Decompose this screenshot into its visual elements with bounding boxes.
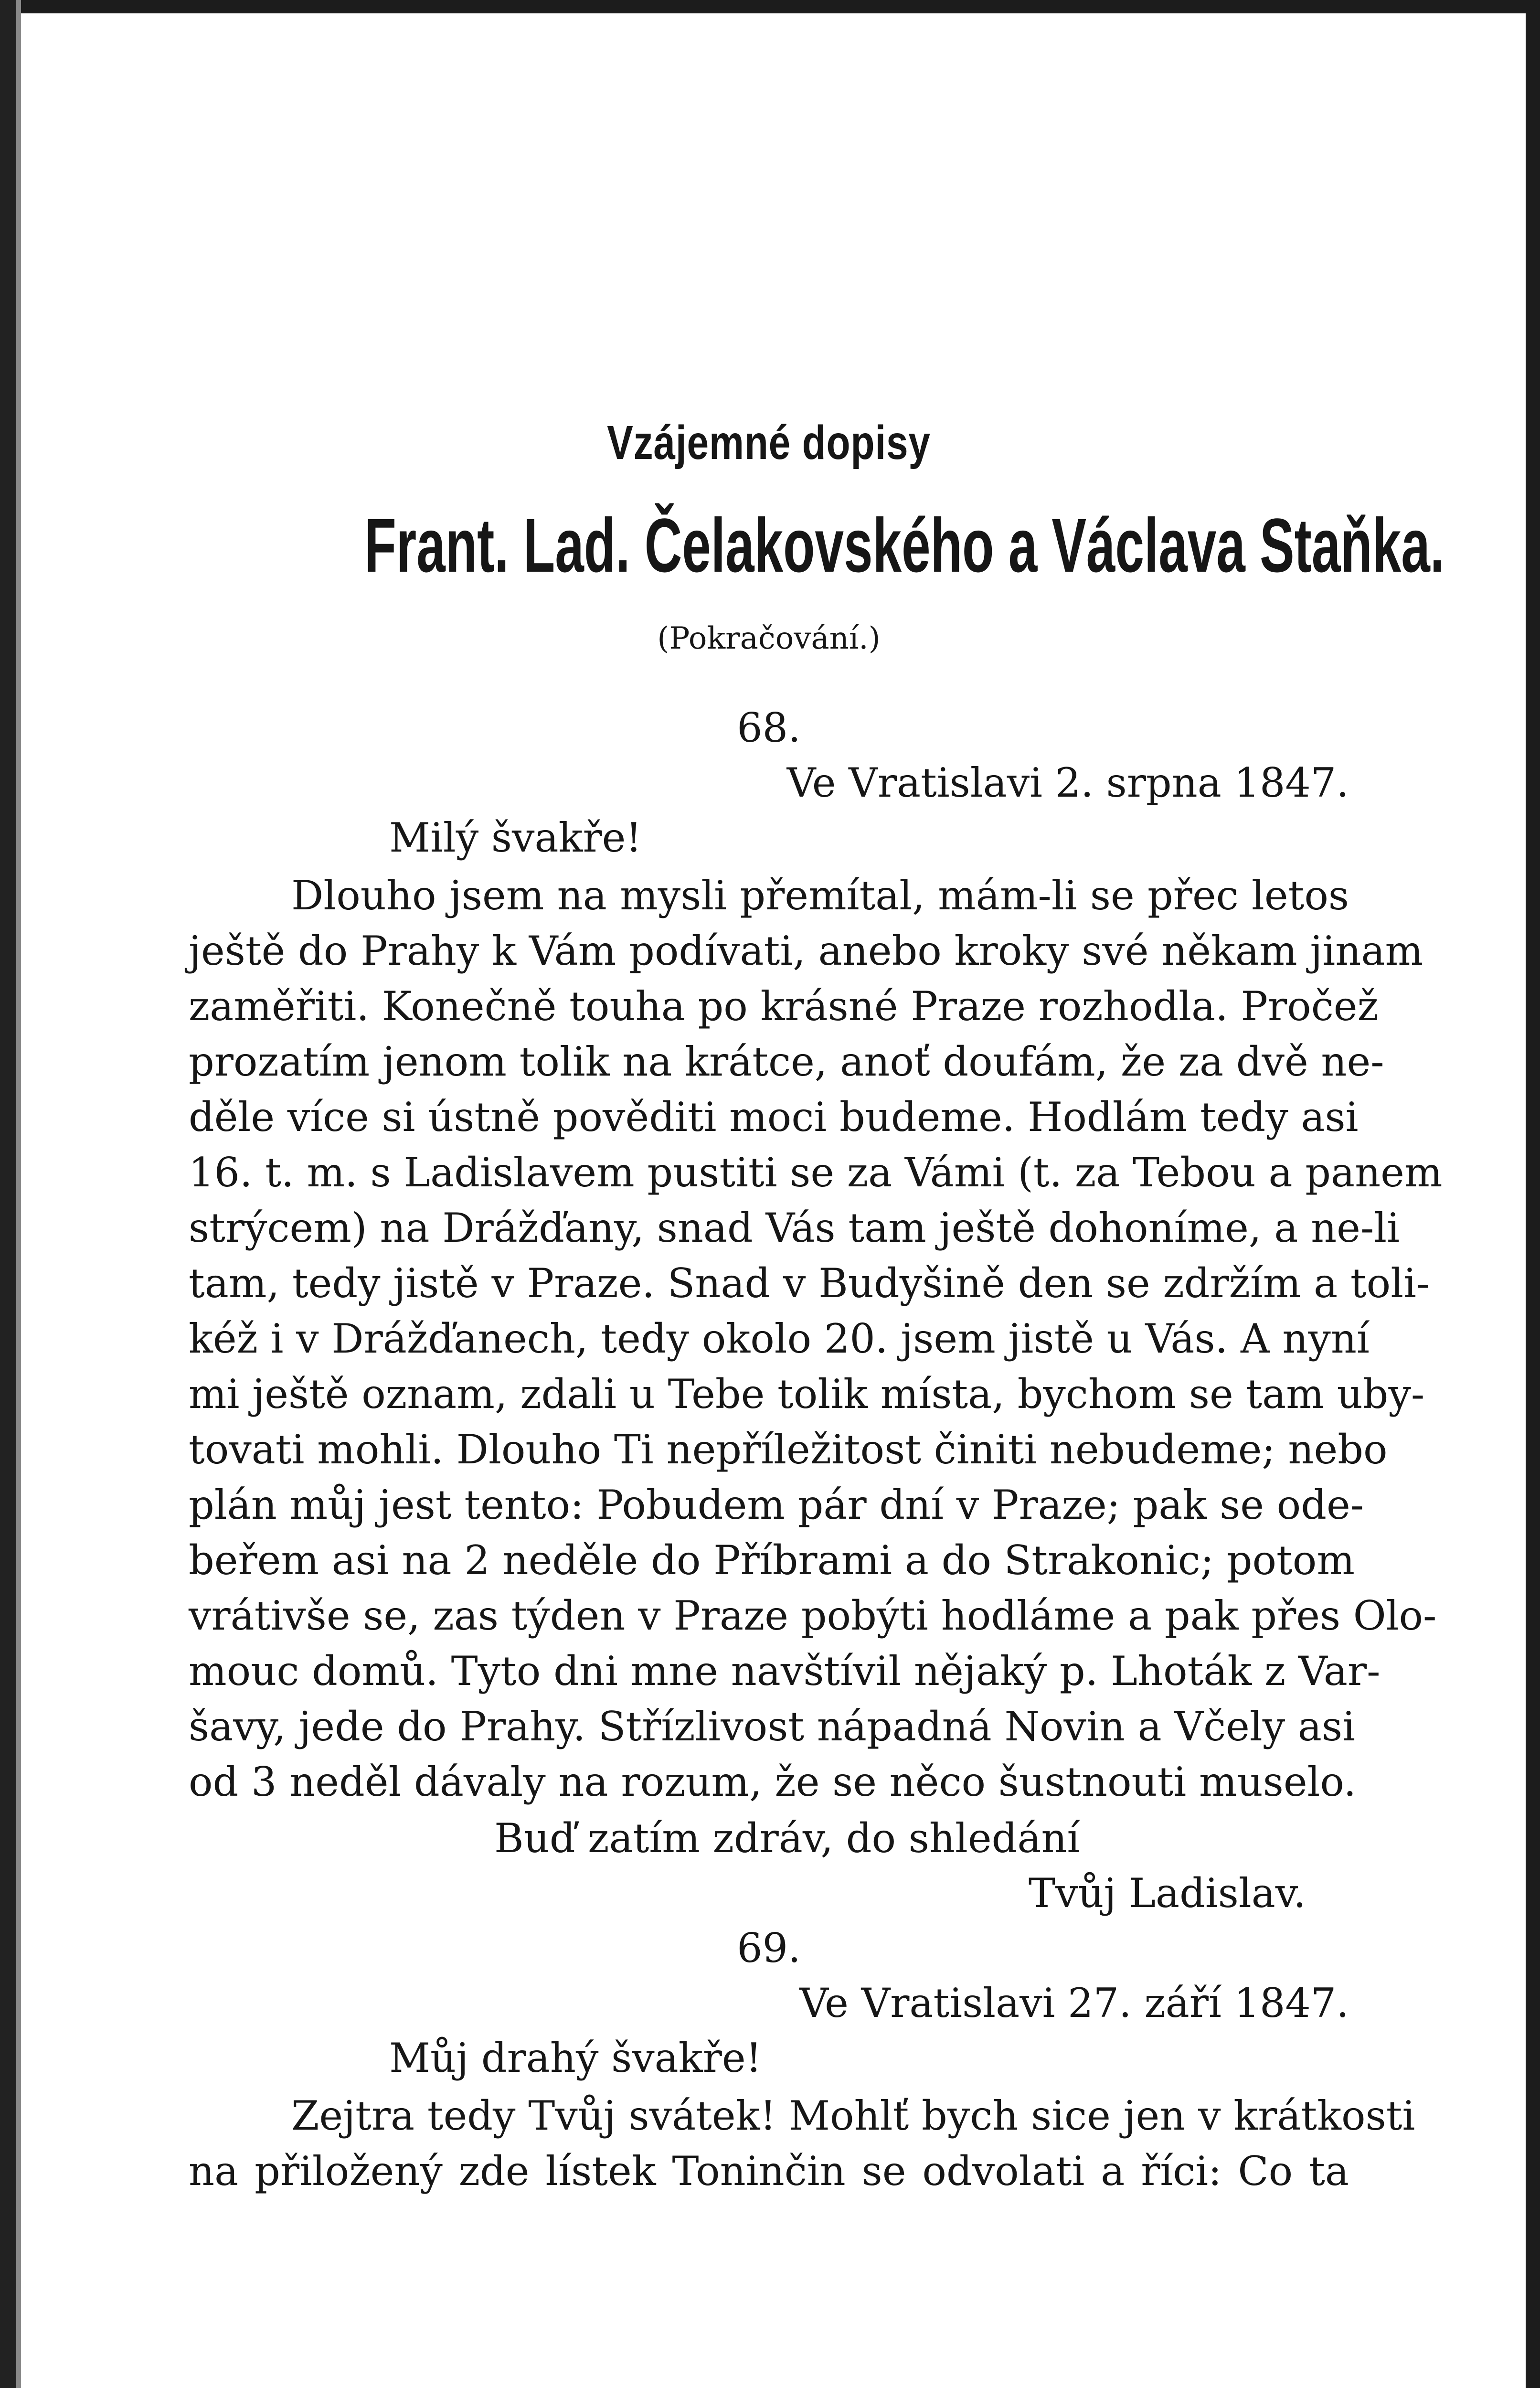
letter-signature: Tvůj Ladislav. <box>1028 1870 1306 1917</box>
letter-salutation: Můj drahý švakře! <box>389 2035 762 2081</box>
supertitle: Vzájemné dopisy <box>607 416 931 469</box>
body-line: plán můj jest tento: Pobudem pár dní v Praze; pak se ode- <box>189 1482 1364 1528</box>
scan-edge-left <box>0 0 16 2388</box>
body-line: mi ještě oznam, zdali u Tebe tolik místa, bychom se tam uby- <box>189 1371 1425 1418</box>
letter-number: 68. <box>737 704 801 751</box>
page-title: Frant. Lad. Čelakovského a Václava Staňka. <box>364 502 1445 588</box>
body-line: kéž i v Drážďanech, tedy okolo 20. jsem jistě u Vás. A nyní <box>189 1315 1370 1362</box>
scan-edge-right <box>1526 0 1540 2388</box>
body-line: Zejtra tedy Tvůj svátek! Mohlť bych sice jen v krátkosti <box>291 2092 1415 2139</box>
body-line: od 3 neděl dávaly na rozum, že se něco šustnouti muselo. <box>189 1759 1357 1805</box>
letter-place-date: Ve Vratislavi 27. září 1847. <box>799 1980 1349 2026</box>
body-line: tovati mohli. Dlouho Ti nepříležitost činiti nebudeme; nebo <box>189 1426 1388 1473</box>
scan-edge-top <box>0 0 1540 13</box>
continuation-note: (Pokračování.) <box>657 621 881 656</box>
body-line: 16. t. m. s Ladislavem pustiti se za Vámi (t. za Tebou a panem <box>189 1149 1443 1196</box>
body-line: šavy, jede do Prahy. Střízlivost nápadná Novin a Včely asi <box>189 1703 1355 1750</box>
body-line: mouc domů. Tyto dni mne navštívil nějaký p. Lhoták z Var- <box>189 1648 1381 1695</box>
body-line: beřem asi na 2 neděle do Příbrami a do Strakonic; potom <box>189 1537 1355 1584</box>
letter-closing: Buď zatím zdráv, do shledání <box>494 1815 1080 1862</box>
body-line: zaměřiti. Konečně touha po krásné Praze rozhodla. Pročež <box>189 983 1379 1030</box>
letter-body <box>189 868 1443 1810</box>
body-line: ještě do Prahy k Vám podívati, anebo kroky své někam jinam <box>189 927 1423 974</box>
body-line: na přiložený zde lístek Toninčin se odvolati a říci: Co ta <box>189 2148 1349 2195</box>
letter-body <box>189 2088 1415 2199</box>
body-line: prozatím jenom tolik na krátce, anoť doufám, že za dvě ne- <box>189 1038 1384 1085</box>
body-line: vrátivše se, zas týden v Praze pobýti hodláme a pak přes Olo- <box>189 1592 1437 1639</box>
letter-place-date: Ve Vratislavi 2. srpna 1847. <box>786 759 1349 806</box>
body-line: strýcem) na Drážďany, snad Vás tam ještě dohoníme, a ne-li <box>189 1205 1400 1251</box>
letter-salutation: Milý švakře! <box>389 814 642 861</box>
body-line: děle více si ústně pověditi moci budeme. Hodlám tedy asi <box>189 1094 1359 1141</box>
letter-number: 69. <box>737 1925 801 1972</box>
body-line: tam, tedy jistě v Praze. Snad v Budyšině den se zdržím a toli- <box>189 1260 1430 1307</box>
body-line: Dlouho jsem na mysli přemítal, mám-li se přec letos <box>291 872 1349 919</box>
scan-edge-left-shadow <box>16 0 21 2388</box>
